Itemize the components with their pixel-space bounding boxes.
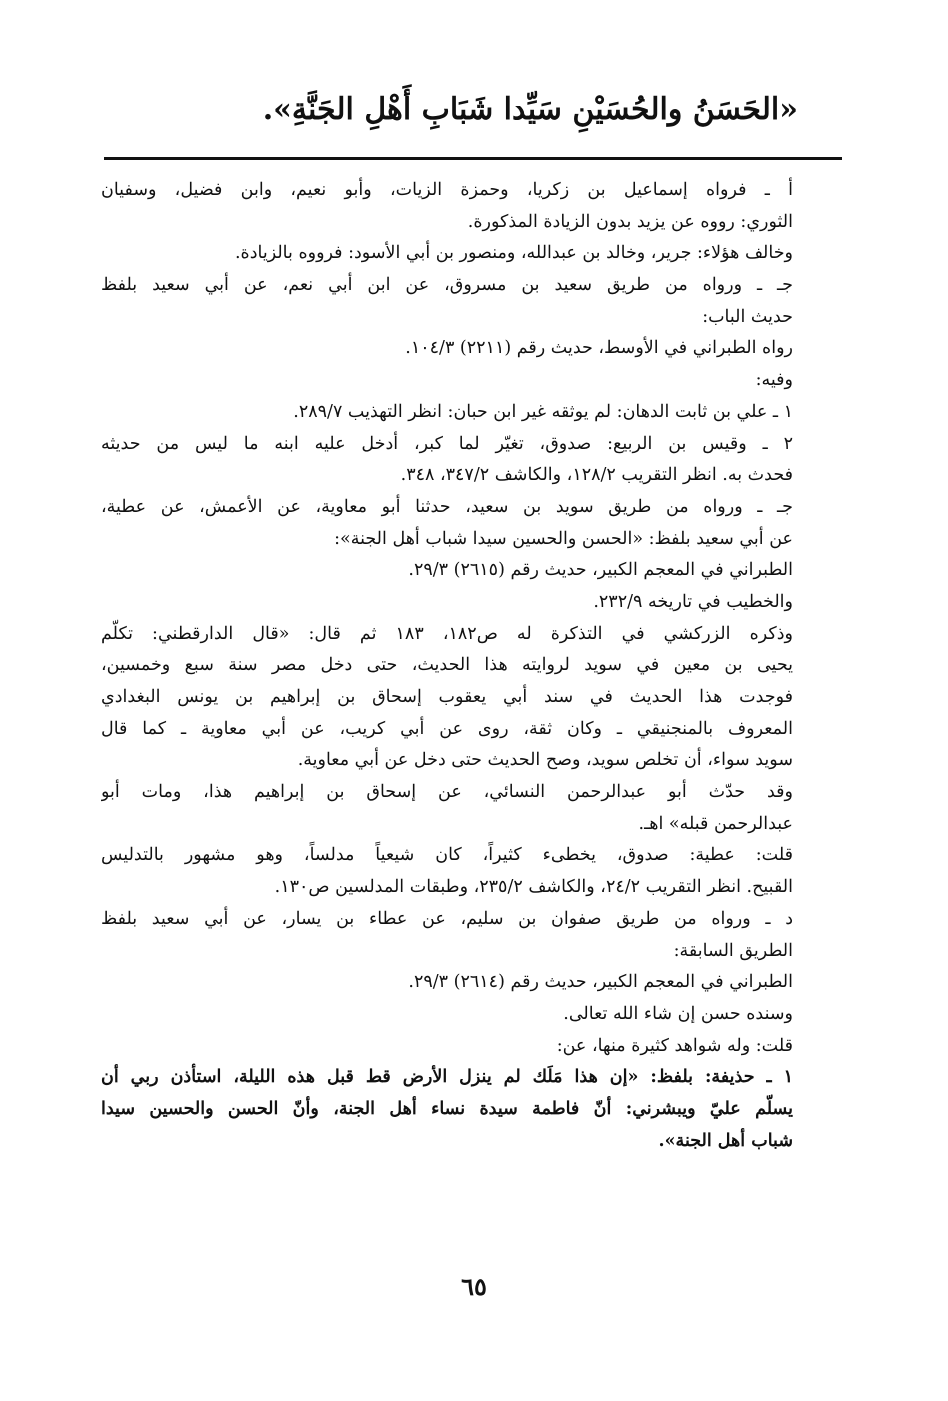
text-line: شباب أهل الجنة». (658, 1130, 793, 1151)
text-line: فحدث به. انظر التقريب ١٢٨/٢، والكاشف ٣٤٧/٢، ٣٤٨. (400, 465, 793, 486)
text-line: يسلّم عليّ ويبشرني: أنّ فاطمة سيدة نساء أهل الجنة، وأنّ الحسن والحسين سيدا (101, 1098, 793, 1119)
page-header-title: «الحَسَنُ والحُسَيْنِ سَيِّدا شَبَابِ أَهْلِ الجَنَّةِ». (262, 92, 798, 127)
text-line: عبدالرحمن قبله» اهـ. (638, 813, 793, 834)
text-line: الطريق السابقة: (673, 940, 793, 961)
text-line: الثوري: رووه عن يزيد بدون الزيادة المذكورة. (467, 211, 793, 232)
text-line: الطبراني في المعجم الكبير، حديث رقم (٢٦١٤) ٢٩/٣. (408, 972, 793, 993)
text-line: يحيى بن معين في سويد لروايته هذا الحديث، حتى دخل مصر سنة سبع وخمسين، (101, 655, 793, 676)
text-line: فوجدت هذا الحديث في سند أبي يعقوب إسحاق بن إبراهيم بن يونس البغدادي (101, 687, 793, 707)
text-line: جـ ـ ورواه من طريق سعيد بن مسروق، عن ابن أبي نعم، عن أبي سعيد بلفظ (101, 275, 793, 296)
text-line: قلت: عطية: صدوق، يخطىء كثيراً، كان شيعياً مدلساً، وهو مشهور بالتدليس (101, 845, 793, 866)
text-line: عن أبي سعيد بلفظ: «الحسن والحسين سيدا شباب أهل الجنة»: (334, 528, 793, 549)
text-line: ١ ـ علي بن ثابت الدهان: لم يوثقه غير ابن حبان: انظر التهذيب ٢٨٩/٧. (293, 401, 793, 422)
text-line: وخالف هؤلاء: جرير، وخالد بن عبدالله، ومنصور بن أبي الأسود: فرووه بالزيادة. (234, 243, 793, 264)
text-line: وسنده حسن إن شاء الله تعالى. (563, 1003, 793, 1024)
text-line: القبيح. انظر التقريب ٢٤/٢، والكاشف ٢٣٥/٢، وطبقات المدلسين ص١٣٠. (274, 877, 793, 898)
text-line: وذكره الزركشي في التذكرة له ص١٨٢، ١٨٣ ثم قال: «قال الدارقطني: تكلّم (101, 623, 793, 644)
text-line: والخطيب في تاريخه ٢٣٢/٩. (593, 591, 793, 612)
text-line: أ ـ فرواه إسماعيل بن زكريا، وحمزة الزيات، وأبو نعيم، وابن فضيل، وسفيان (101, 180, 793, 200)
text-line: وفيه: (755, 370, 793, 391)
text-line: سويد سواء، أن تخلص سويد، وصح الحديث حتى دخل عن أبي معاوية. (297, 750, 793, 771)
text-line: حديث الباب: (702, 306, 793, 327)
text-line: رواه الطبراني في الأوسط، حديث رقم (٢٢١١) ١٠٤/٣. (405, 338, 793, 359)
text-line: ٢ ـ وقيس بن الربيع: صدوق، تغيّر لما كبر، أدخل عليه ابنه ما ليس من حديثه (101, 433, 793, 454)
text-line: ١ ـ حذيفة: بلفظ: «إن هذا مَلَك لم ينزل الأرض قط قبل هذه الليلة، استأذن ربي أن (101, 1067, 793, 1088)
text-line: المعروف بالمنجنيقي ـ وكان ثقة، روى عن أبي كريب، عن أبي معاوية ـ كما قال (101, 718, 793, 739)
text-line: د ـ ورواه من طريق صفوان بن سليم، عن عطاء بن يسار، عن أبي سعيد بلفظ (101, 908, 793, 929)
body-text (101, 175, 793, 1157)
text-line: جـ ـ ورواه من طريق سويد بن سعيد، حدثنا أبو معاوية، عن الأعمش، عن عطية، (101, 496, 793, 517)
header-divider (104, 157, 842, 160)
text-line: وقد حدّث أبو عبدالرحمن النسائي، عن إسحاق بن إبراهيم هذا، ومات أبو (101, 782, 793, 803)
page-number: ٦٥ (461, 1272, 487, 1301)
text-line: الطبراني في المعجم الكبير، حديث رقم (٢٦١٥) ٢٩/٣. (408, 560, 793, 581)
text-line: قلت: وله شواهد كثيرة منها، عن: (556, 1035, 793, 1056)
